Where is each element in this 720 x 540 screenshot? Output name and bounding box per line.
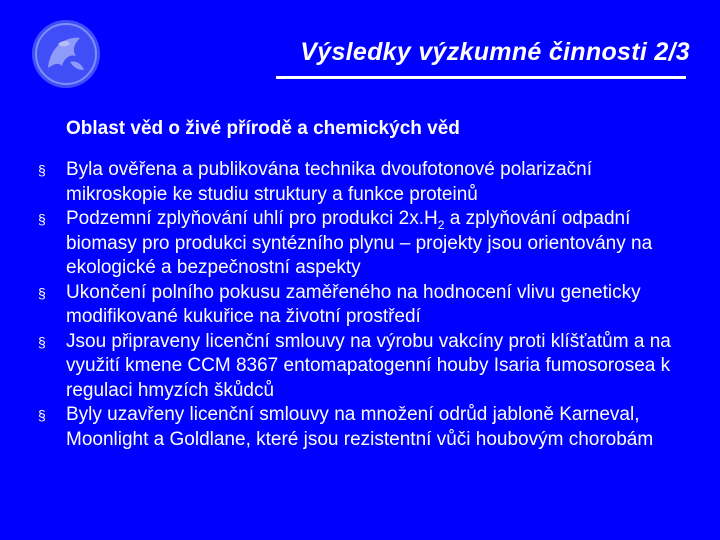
- subscript: 2: [437, 217, 445, 232]
- bullet-item: [0, 158, 691, 207]
- bullet-item: [0, 281, 691, 330]
- bullet-list: [0, 158, 720, 452]
- bullet-marker-icon: §: [38, 333, 46, 350]
- bullet-text: Jsou připraveny licenční smlouvy na výrobu vakcíny proti klíšťatům a na využití kmene CCM 8367 entomapatogenní houby Isaria fumosorosea k regulaci hmyzích škůdců: [66, 330, 671, 401]
- bullet-marker-icon: §: [38, 407, 46, 423]
- bullet-marker-icon: §: [38, 284, 46, 301]
- bullet-text: [66, 208, 652, 278]
- slide-title: Výsledky výzkumné činnosti 2/3: [300, 38, 690, 66]
- bullet-text: Byly uzavřeny licenční smlouvy na množení odrůd jabloně Karneval, Moonlight a Goldlane, které jsou rezistentní vůči houbovým chorobám: [66, 404, 654, 450]
- bullet-item: [0, 207, 691, 281]
- bullet-item: [0, 330, 691, 404]
- bullet-text-part: a zplyňování odpadní biomasy pro produkci syntézního plynu – projekty jsou orientovány na ekologické a bezpečnostní aspekty: [66, 208, 653, 278]
- bullet-text: Ukončení polního pokusu zaměřeného na hodnocení vlivu geneticky modifikované kukuřice na životní prostředí: [66, 281, 641, 327]
- bullet-text-part: Podzemní zplyňování uhlí pro produkci 2x.H: [66, 208, 438, 229]
- bullet-marker-icon: §: [38, 162, 46, 178]
- title-underline: [276, 76, 686, 79]
- bullet-item: [0, 403, 691, 452]
- bullet-text: Byla ověřena a publikována technika dvoufotonové polarizační mikroskopie ke studiu struktury a funkce proteinů: [66, 159, 593, 205]
- bullet-marker-icon: §: [38, 211, 46, 227]
- institution-logo-icon: [30, 18, 102, 90]
- section-heading: Oblast věd o živé přírodě a chemických věd: [66, 118, 460, 139]
